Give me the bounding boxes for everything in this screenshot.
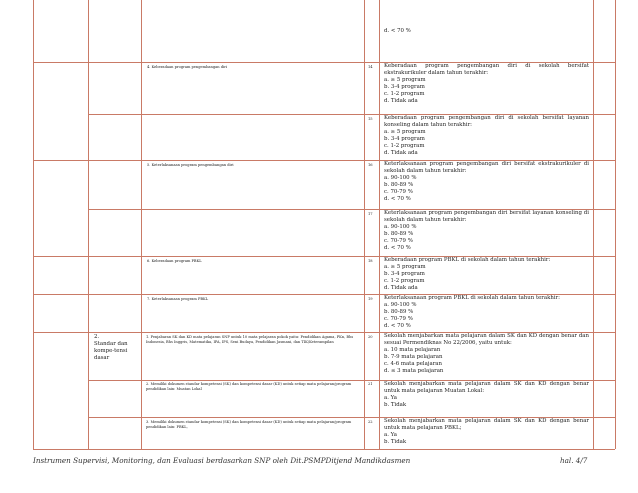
option-text: c. 70-79 % bbox=[384, 189, 413, 195]
option-text: d. < 70 % bbox=[384, 28, 411, 34]
option-text: b. 3-4 program bbox=[384, 136, 425, 142]
standard-label: Standar dan bbox=[94, 341, 128, 347]
table-border bbox=[615, 0, 616, 449]
standard-label: dasar bbox=[94, 355, 110, 361]
page-number: hal. 4/7 bbox=[560, 456, 588, 465]
question-text: Keberadaan program pengembangan diri di sekolah bersifat ekstrakurikuler dalam tahun terakhir: bbox=[384, 63, 589, 76]
indicator-text: 5. Keterlaksanaan program pengembangan diri bbox=[147, 163, 234, 167]
indicator-text: 7. Keterlaksanaan program PBKL bbox=[147, 297, 209, 301]
question-text: Keberadaan program pengembangan diri di sekolah bersifat layanan konseling dalam tahun terakhir: bbox=[384, 115, 589, 128]
indicator-text: 2. Memiliki dokumen standar kompetensi (SK) dan kompetensi dasar (KD) untuk setiap mata pelajaran/program pendidikan lain: Muatan Lokal bbox=[146, 382, 352, 391]
option-text: c. 4-6 mata pelajaran bbox=[384, 361, 442, 367]
item-number: 19 bbox=[368, 297, 373, 301]
question-text: Sekolah menjabarkan mata pelajaran dalam SK dan KD dengan benar untuk mata pelajaran PBKL; bbox=[384, 418, 589, 431]
question-text: Sekolah menjabarkan mata pelajaran dalam SK dan KD dengan benar untuk mata pelajaran Muatan Lokal: bbox=[384, 381, 589, 394]
option-text: d. ≤ 3 mata pelajaran bbox=[384, 368, 444, 374]
indicator-text: 4. Keberadaan program pengembangan diri bbox=[147, 65, 228, 69]
option-text: a. Ya bbox=[384, 395, 397, 401]
option-text: a. ≥ 5 program bbox=[384, 77, 426, 83]
option-text: a. 10 mata pelajaran bbox=[384, 347, 441, 353]
option-text: b. 3-4 program bbox=[384, 84, 425, 90]
option-text: d. < 70 % bbox=[384, 245, 411, 251]
table-border bbox=[33, 449, 615, 450]
option-text: c. 1-2 program bbox=[384, 278, 425, 284]
option-text: a. Ya bbox=[384, 432, 397, 438]
option-text: b. Tidak bbox=[384, 439, 407, 445]
option-text: d. < 70 % bbox=[384, 196, 411, 202]
table-border bbox=[33, 0, 34, 449]
table-border bbox=[593, 0, 594, 449]
indicator-text: 6. Keberadaan program PBKL bbox=[147, 259, 202, 263]
table-border bbox=[379, 0, 380, 449]
table-border bbox=[88, 0, 89, 449]
option-text: b. 80-89 % bbox=[384, 309, 414, 315]
standard-label: kompe-tensi bbox=[94, 348, 128, 354]
item-number: 20 bbox=[368, 335, 373, 339]
indicator-text: 1. Penjabaran SK dan KD mata pelajaran SNP untuk 10 mata pelajaran pokok yaitu: Pendidikan Agama, PKn, Bhs Indonesia, Bhs Inggris, Matematika, IPA, IPS, Seni Budaya, Pendidikan Jasmani, dan TIK/Keterampilan bbox=[146, 335, 354, 344]
option-text: b. 3-4 program bbox=[384, 271, 425, 277]
option-text: c. 70-79 % bbox=[384, 238, 413, 244]
table-border bbox=[364, 0, 365, 449]
option-text: b. Tidak bbox=[384, 402, 407, 408]
option-text: d. Tidak ada bbox=[384, 285, 418, 291]
item-number: 17 bbox=[368, 212, 373, 216]
question-text: Keterlaksanaan program pengembangan diri bersifat layanan konseling di sekolah dalam tahun terakhir: bbox=[384, 210, 589, 223]
option-text: b. 80-89 % bbox=[384, 182, 414, 188]
question-text: Keberadaan program PBKL di sekolah dalam tahun terakhir: bbox=[384, 257, 551, 263]
item-number: 18 bbox=[368, 259, 373, 263]
option-text: c. 1-2 program bbox=[384, 91, 425, 97]
question-text: Sekolah menjabarkan mata pelajaran dalam SK dan KD dengan benar dan sesuai Permendiknas No 22/2006, yaitu untuk: bbox=[384, 333, 589, 346]
option-text: b. 7-9 mata pelajaran bbox=[384, 354, 443, 360]
table-border bbox=[141, 0, 142, 449]
standard-number: 2. bbox=[94, 334, 100, 340]
option-text: a. ≥ 5 program bbox=[384, 264, 426, 270]
footer-title: Instrumen Supervisi, Monitoring, dan Evaluasi berdasarkan SNP oleh Dit.PSMPDitjend Mandikdasmen bbox=[33, 456, 411, 465]
indicator-text: 3. Memiliki dokumen standar kompetensi (SK) dan kompetensi dasar (KD) untuk setiap mata pelajaran/program pendidikan lain: PBKL, bbox=[146, 420, 352, 429]
option-text: a. ≥ 5 program bbox=[384, 129, 426, 135]
item-number: 14 bbox=[368, 65, 373, 69]
option-text: c. 70-79 % bbox=[384, 316, 413, 322]
question-text: Keterlaksanaan program pengembangan diri bersifat ekstrakurikuler di sekolah dalam tahun terakhir: bbox=[384, 161, 589, 174]
option-text: d. < 70 % bbox=[384, 323, 411, 329]
option-text: d. Tidak ada bbox=[384, 150, 418, 156]
option-text: a. 90-100 % bbox=[384, 175, 417, 181]
item-number: 15 bbox=[368, 117, 373, 121]
option-text: a. 90-100 % bbox=[384, 224, 417, 230]
question-text: Keterlaksanaan program PBKL di sekolah dalam tahun terakhir: bbox=[384, 295, 560, 301]
option-text: b. 80-89 % bbox=[384, 231, 414, 237]
option-text: c. 1-2 program bbox=[384, 143, 425, 149]
item-number: 16 bbox=[368, 163, 373, 167]
option-text: d. Tidak ada bbox=[384, 98, 418, 104]
option-text: a. 90-100 % bbox=[384, 302, 417, 308]
item-number: 22 bbox=[368, 420, 373, 424]
item-number: 21 bbox=[368, 382, 373, 386]
